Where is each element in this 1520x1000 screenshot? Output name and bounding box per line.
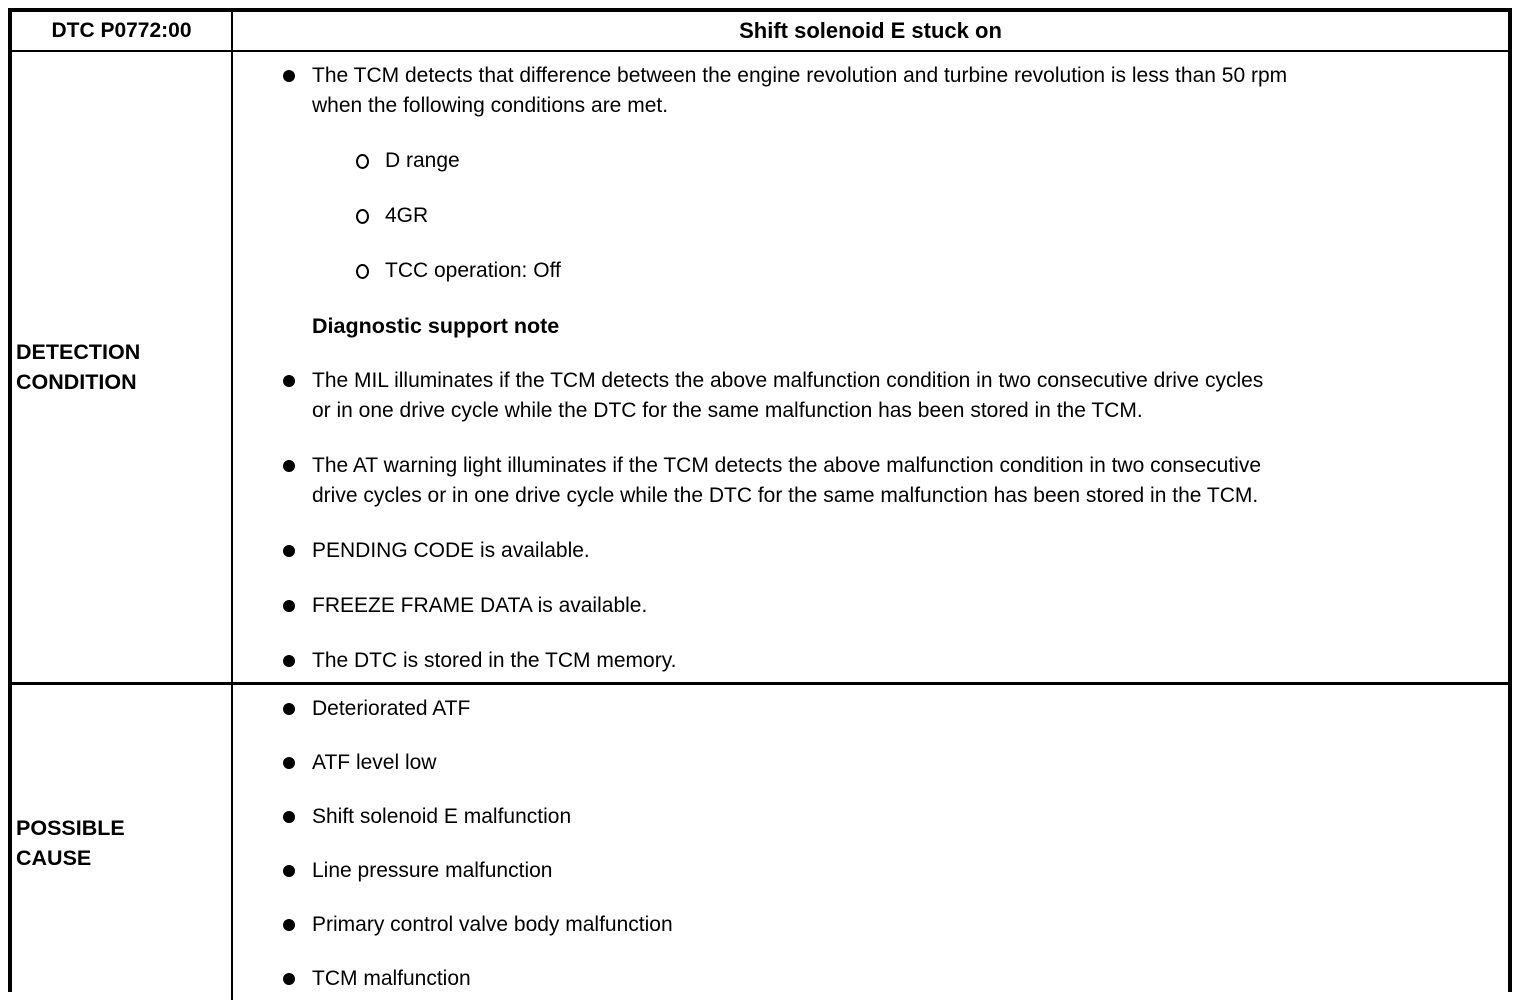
cause-text: Line pressure malfunction [312, 859, 553, 882]
bullet-icon [283, 919, 295, 931]
detection-subcondition-tcc [233, 256, 1508, 286]
diagnostic-support-note-heading: Diagnostic support note [312, 314, 560, 338]
detection-pending-code-bullet [233, 536, 1508, 566]
cause-shift-solenoid-e [233, 802, 1508, 832]
bullet-icon [283, 600, 295, 612]
detection-pending-text: PENDING CODE is available. [312, 539, 590, 562]
cause-primary-control-valve-body [233, 910, 1508, 940]
cause-text: TCM malfunction [312, 967, 471, 990]
bullet-icon [283, 811, 295, 823]
subcondition-text: TCC operation: Off [385, 259, 561, 282]
bullet-icon [283, 545, 295, 557]
detection-at-warning-bullet [233, 451, 1508, 511]
possible-cause-label-cell [12, 685, 233, 1000]
cause-deteriorated-atf [233, 694, 1508, 724]
possible-cause-label-line2: CAUSE [16, 845, 92, 870]
detection-subcondition-d-range [233, 146, 1508, 176]
detection-intro-line2: when the following conditions are met. [312, 94, 669, 117]
detection-label-line1: DETECTION [16, 340, 141, 364]
dtc-code: DTC P0772:00 [51, 19, 192, 42]
bullet-icon [283, 973, 295, 985]
dtc-title: Shift solenoid E stuck on [739, 18, 1002, 43]
cause-tcm-malfunction [233, 964, 1508, 994]
possible-cause-content-cell [233, 685, 1508, 1000]
open-circle-bullet-icon [356, 154, 369, 169]
detection-mil-bullet [233, 366, 1508, 426]
dtc-table [8, 8, 1512, 992]
detection-label-line2: CONDITION [16, 370, 137, 394]
cause-text: Primary control valve body malfunction [312, 913, 673, 936]
bullet-icon [283, 460, 295, 472]
detection-intro-line1: The TCM detects that difference between the engine revolution and turbine revolution is less than 50 rpm [312, 64, 1288, 87]
cause-text: ATF level low [312, 751, 437, 774]
subcondition-text: 4GR [385, 204, 429, 227]
detection-mil-text [312, 366, 1263, 426]
cause-text: Shift solenoid E malfunction [312, 805, 572, 828]
detection-freeze-frame-bullet [233, 591, 1508, 621]
subcondition-text: D range [385, 149, 460, 172]
bullet-icon [283, 703, 295, 715]
detection-dtc-stored-bullet [233, 646, 1508, 676]
detection-mil-line2: or in one drive cycle while the DTC for the same malfunction has been stored in the TCM. [312, 399, 1143, 422]
bullet-icon [283, 757, 295, 769]
open-circle-bullet-icon [356, 264, 369, 279]
detection-intro-text [312, 61, 1287, 121]
detection-at-warning-text [312, 451, 1261, 511]
bullet-icon [283, 70, 295, 82]
bullet-icon [283, 375, 295, 387]
bullet-icon [283, 865, 295, 877]
possible-cause-label-line1: POSSIBLE [16, 815, 125, 840]
detection-mil-line1: The MIL illuminates if the TCM detects the above malfunction condition in two consecutive drive cycles [312, 369, 1264, 392]
cause-line-pressure [233, 856, 1508, 886]
bullet-icon [283, 655, 295, 667]
detection-intro-bullet [233, 61, 1508, 121]
cause-atf-level-low [233, 748, 1508, 778]
open-circle-bullet-icon [356, 209, 369, 224]
detection-at-line2: drive cycles or in one drive cycle while the DTC for the same malfunction has been stored in the TCM. [312, 484, 1259, 507]
detection-condition-content-cell [233, 52, 1508, 685]
detection-at-line1: The AT warning light illuminates if the TCM detects the above malfunction condition in two consecutive [312, 454, 1261, 477]
detection-stored-text: The DTC is stored in the TCM memory. [312, 649, 677, 672]
detection-condition-label-cell [12, 52, 233, 685]
detection-freeze-text: FREEZE FRAME DATA is available. [312, 594, 648, 617]
cause-text: Deteriorated ATF [312, 697, 471, 720]
dtc-title-cell [233, 12, 1508, 52]
dtc-code-cell [12, 12, 233, 52]
detection-subcondition-4gr [233, 201, 1508, 231]
